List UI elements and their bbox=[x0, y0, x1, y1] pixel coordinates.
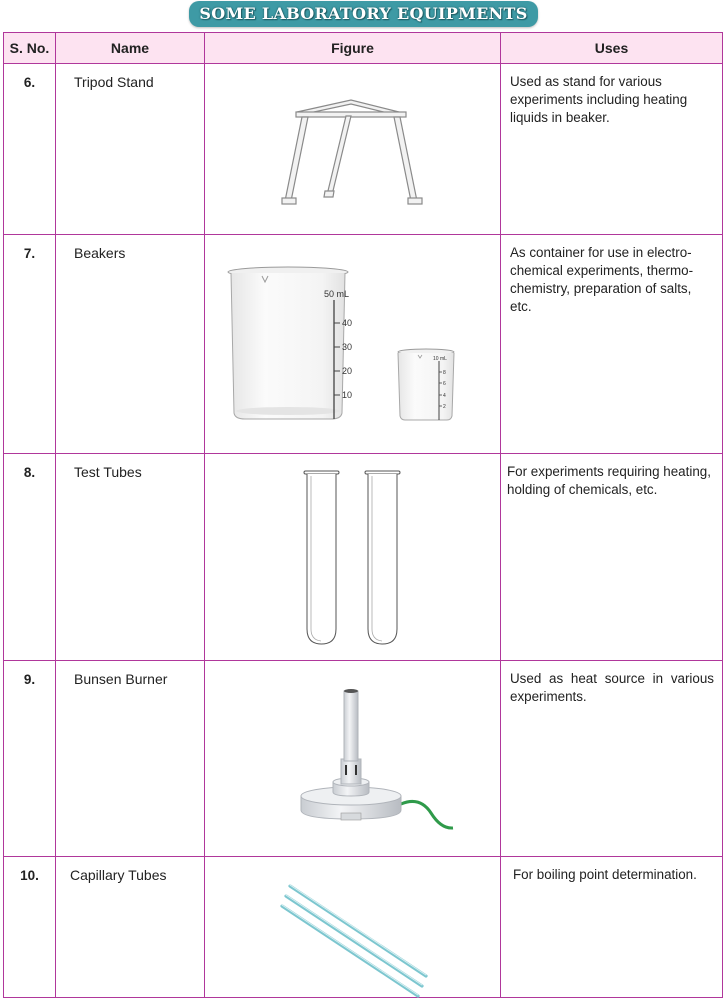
large-beaker-capacity: 50 mL bbox=[324, 289, 350, 299]
svg-text:40: 40 bbox=[342, 318, 353, 328]
row-uses: For boiling point determination. bbox=[501, 857, 723, 998]
row-uses: Used as stand for various experiments including heating liquids in beaker. bbox=[501, 64, 723, 235]
header-figure: Figure bbox=[205, 33, 501, 64]
row-figure bbox=[205, 857, 501, 998]
row-figure bbox=[205, 454, 501, 661]
table-row bbox=[4, 454, 723, 661]
small-beaker-capacity: 10 mL bbox=[433, 356, 447, 362]
row-figure bbox=[205, 235, 501, 454]
header-sno: S. No. bbox=[4, 33, 56, 64]
bunsen-burner-illustration bbox=[205, 661, 501, 857]
header-name: Name bbox=[56, 33, 205, 64]
row-uses: As container for use in electro-chemical experiments, thermo-chemistry, preparation of salts, etc. bbox=[501, 235, 723, 454]
row-sno: 9. bbox=[4, 661, 56, 857]
row-sno: 8. bbox=[4, 454, 56, 661]
capillary-tubes-illustration bbox=[205, 857, 501, 998]
header-uses: Uses bbox=[501, 33, 723, 64]
row-figure bbox=[205, 661, 501, 857]
svg-text:30: 30 bbox=[342, 342, 353, 352]
row-uses: For experiments requiring heating, holding of chemicals, etc. bbox=[501, 454, 723, 661]
row-name: Bunsen Burner bbox=[56, 661, 205, 857]
title-bar bbox=[0, 0, 727, 30]
table-row bbox=[4, 661, 723, 857]
tripod-stand-illustration bbox=[205, 64, 501, 235]
row-uses: Used as heat source in various experiments. bbox=[501, 661, 723, 857]
row-name: Test Tubes bbox=[56, 454, 205, 661]
row-figure bbox=[205, 64, 501, 235]
svg-text:10: 10 bbox=[342, 390, 353, 400]
svg-text:8: 8 bbox=[443, 370, 446, 376]
table-row bbox=[4, 64, 723, 235]
row-sno: 7. bbox=[4, 235, 56, 454]
row-name: Beakers bbox=[56, 235, 205, 454]
row-sno: 6. bbox=[4, 64, 56, 235]
test-tubes-illustration bbox=[205, 454, 501, 661]
table-row bbox=[4, 235, 723, 454]
table-header-row bbox=[4, 33, 723, 64]
page-title: SOME LABORATORY EQUIPMENTS bbox=[189, 1, 537, 27]
table-row bbox=[4, 857, 723, 998]
beakers-illustration bbox=[205, 235, 501, 454]
svg-text:6: 6 bbox=[443, 381, 446, 387]
svg-text:20: 20 bbox=[342, 366, 353, 376]
svg-text:2: 2 bbox=[443, 404, 446, 410]
svg-text:4: 4 bbox=[443, 393, 446, 399]
row-sno: 10. bbox=[4, 857, 56, 998]
equipment-table bbox=[3, 32, 723, 998]
row-name: Capillary Tubes bbox=[56, 857, 205, 998]
row-name: Tripod Stand bbox=[56, 64, 205, 235]
